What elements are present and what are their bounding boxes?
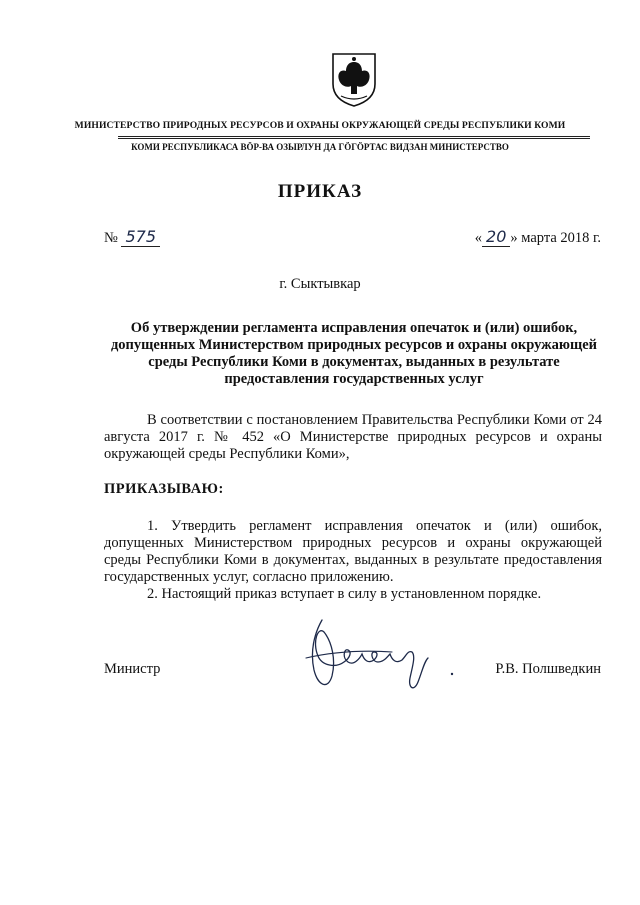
ministry-name-russian: МИНИСТЕРСТВО ПРИРОДНЫХ РЕСУРСОВ И ОХРАНЫ ОКРУЖАЮЩЕЙ СРЕДЫ РЕСПУБЛИКИ КОМИ: [74, 120, 566, 131]
signatory-role: Министр: [104, 661, 161, 677]
ministry-name-komi: КОМИ РЕСПУБЛИКАСА ВӦР-ВА ОЗЫРЛУН ДА ГӦГӦРТАС ВИДЗАН МИНИСТЕРСТВО: [131, 142, 509, 152]
header-divider-top: [118, 136, 590, 137]
preamble-paragraph: В соответствии с постановлением Правительства Республики Коми от 24 августа 2017 г. № 452 «О Министерстве природных ресурсов и охраны окружающей среды Республики Коми»,: [104, 412, 602, 462]
order-item: 1. Утвердить регламент исправления опечаток и (или) ошибок, допущенных Министерством природных ресурсов и охраны окружающей среды Республики Коми в документах, выданных в результате предоставления государственных услуг, согласно приложению.: [104, 518, 602, 585]
date-open-quote: «: [474, 230, 483, 246]
order-directive: ПРИКАЗЫВАЮ:: [104, 481, 224, 497]
signatory-name: Р.В. Полшведкин: [495, 661, 601, 677]
document-title: ПРИКАЗ: [277, 181, 363, 202]
handwritten-signature-icon: [292, 612, 462, 702]
header-divider-bottom: [118, 138, 590, 139]
date-close-quote: »: [510, 230, 518, 246]
order-items: [104, 518, 602, 603]
date-rest: марта 2018 г.: [521, 230, 601, 246]
date-day: 20: [486, 227, 507, 246]
order-number: [104, 229, 160, 247]
order-date: [475, 229, 601, 247]
number-value: 575: [125, 227, 157, 246]
order-subject: Об утверждении регламента исправления опечаток и (или) ошибок, допущенных Министерством природных ресурсов и охраны окружающей среды Республики Коми в документах, выданных в результате предоставления государственных услуг: [110, 320, 598, 387]
number-prefix: №: [104, 230, 118, 246]
komi-coat-of-arms-icon: [329, 50, 379, 108]
order-item: 2. Настоящий приказ вступает в силу в установленном порядке.: [147, 586, 542, 602]
city: г. Сыктывкар: [279, 276, 361, 292]
